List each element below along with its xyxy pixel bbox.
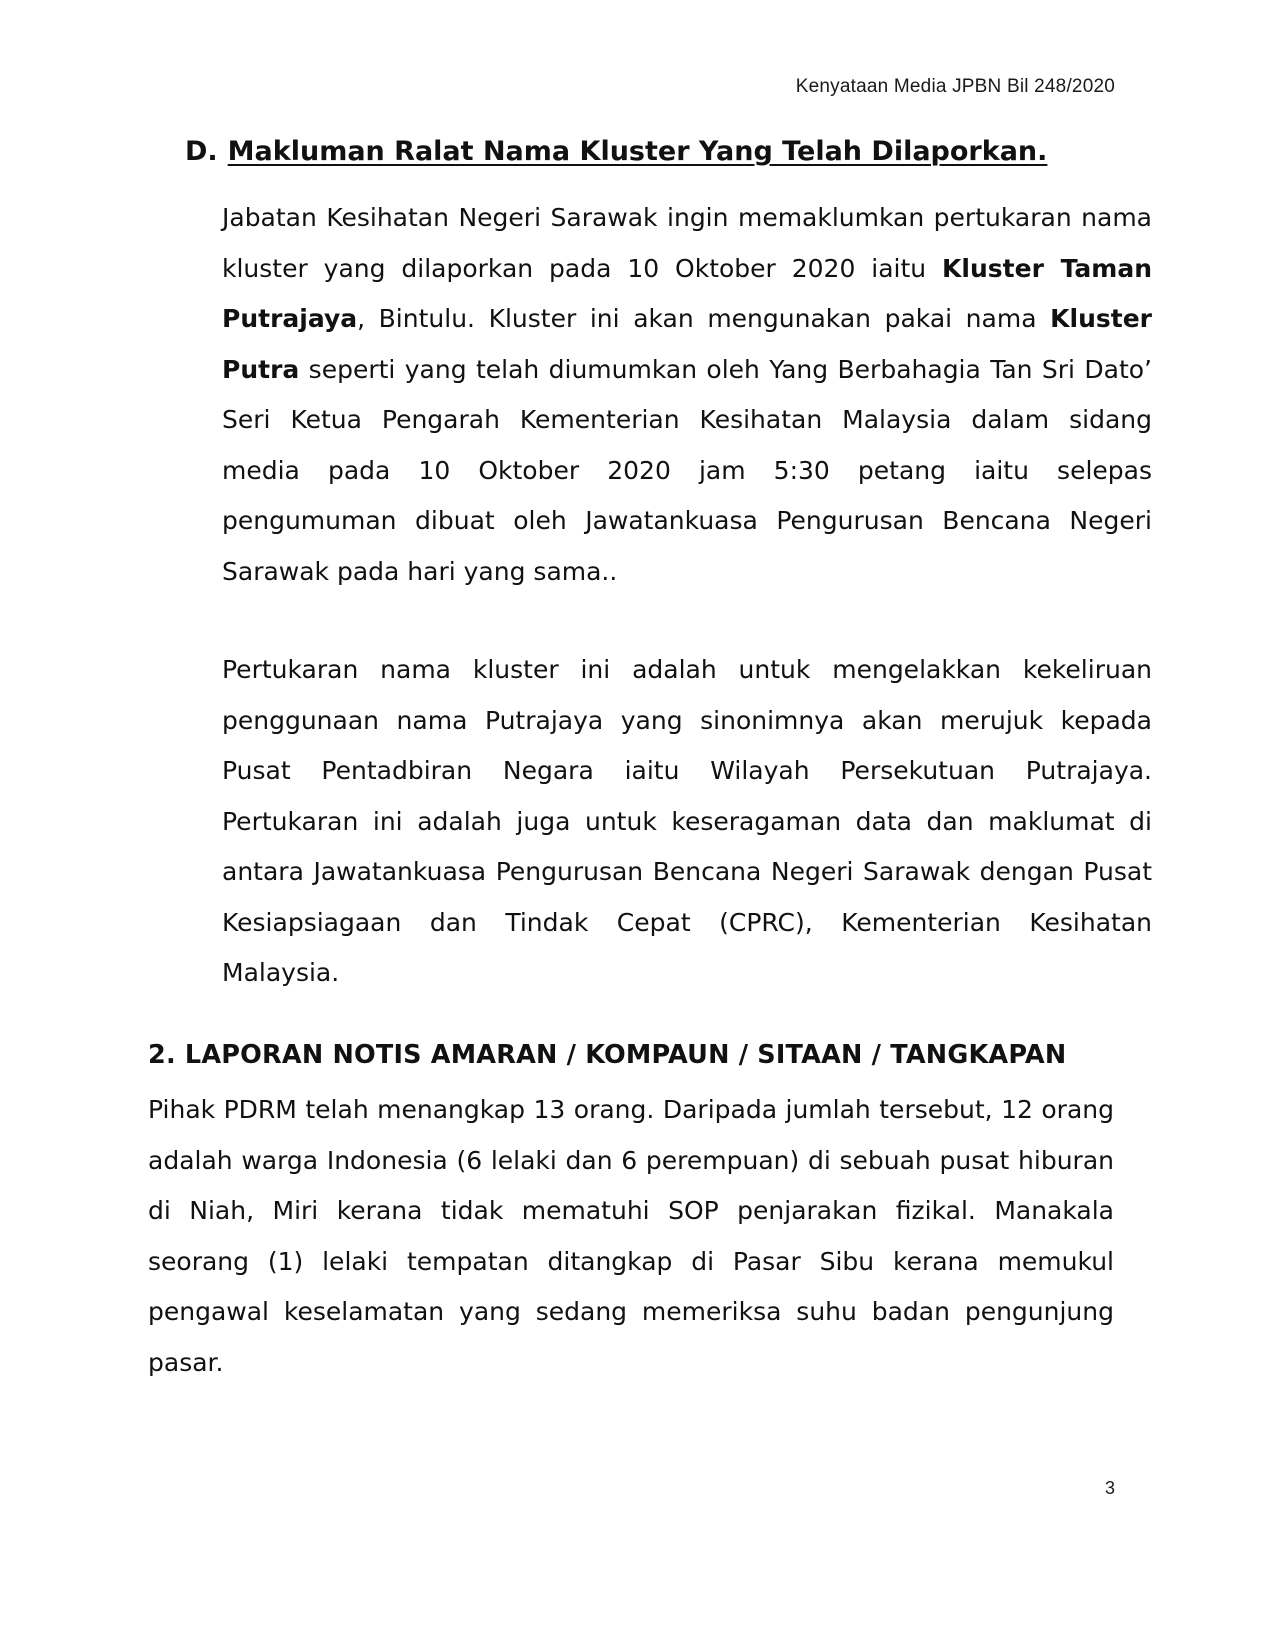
section-d-paragraph-2: Pertukaran nama kluster ini adalah untuk mengelakkan kekeliruan penggunaan nama Putrajaya yang sinonimnya akan merujuk kepada Pusat Pentadbiran Negara iaitu Wilayah Persekutuan Putrajaya. Pertukaran ini adalah juga untuk keseragaman data dan maklumat di antara Jawatankuasa Pengurusan Bencana Negeri Sarawak dengan Pusat Kesiapsiagaan dan Tindak Cepat (CPRC), Kementerian Kesihatan Malaysia.: [222, 655, 1152, 987]
section-d-heading: [185, 136, 1047, 167]
page-number: 3: [1104, 1478, 1115, 1498]
paragraph-1-text-part-2: , Bintulu. Kluster ini akan mengunakan pakai nama: [357, 304, 1051, 333]
section-d-title: Makluman Ralat Nama Kluster Yang Telah Dilaporkan.: [227, 136, 1048, 167]
section-2-paragraph: Pihak PDRM telah menangkap 13 orang. Daripada jumlah tersebut, 12 orang adalah warga Indonesia (6 lelaki dan 6 perempuan) di sebuah pusat hiburan di Niah, Miri kerana tidak mematuhi SOP penjarakan fizikal. Manakala seorang (1) lelaki tempatan ditangkap di Pasar Sibu kerana memukul pengawal keselamatan yang sedang memeriksa suhu badan pengunjung pasar.: [148, 1095, 1114, 1377]
paragraph-1-text-part-1: Jabatan Kesihatan Negeri Sarawak ingin memaklumkan pertukaran nama kluster yang dilaporkan pada 10 Oktober 2020 iaitu: [222, 203, 1152, 283]
section-2-heading: 2. LAPORAN NOTIS AMARAN / KOMPAUN / SITAAN / TANGKAPAN: [148, 1040, 1067, 1070]
section-d-paragraph-1: [222, 193, 1152, 597]
paragraph-1-bold-cluster-new-name: Kluster Putra: [222, 304, 1152, 384]
paragraph-1-text-part-3: seperti yang telah diumumkan oleh Yang Berbahagia Tan Sri Dato’ Seri Ketua Pengarah Kementerian Kesihatan Malaysia dalam sidang media pada 10 Oktober 2020 jam 5:30 petang iaitu selepas pengumuman dibuat oleh Jawatankuasa Pengurusan Bencana Negeri Sarawak pada hari yang sama..: [222, 354, 1152, 586]
section-d-letter: D.: [185, 136, 218, 167]
paragraph-1-bold-cluster-old-name: Kluster Taman Putrajaya: [222, 253, 1152, 333]
document-reference-number: Kenyataan Media JPBN Bil 248/2020: [795, 76, 1115, 97]
